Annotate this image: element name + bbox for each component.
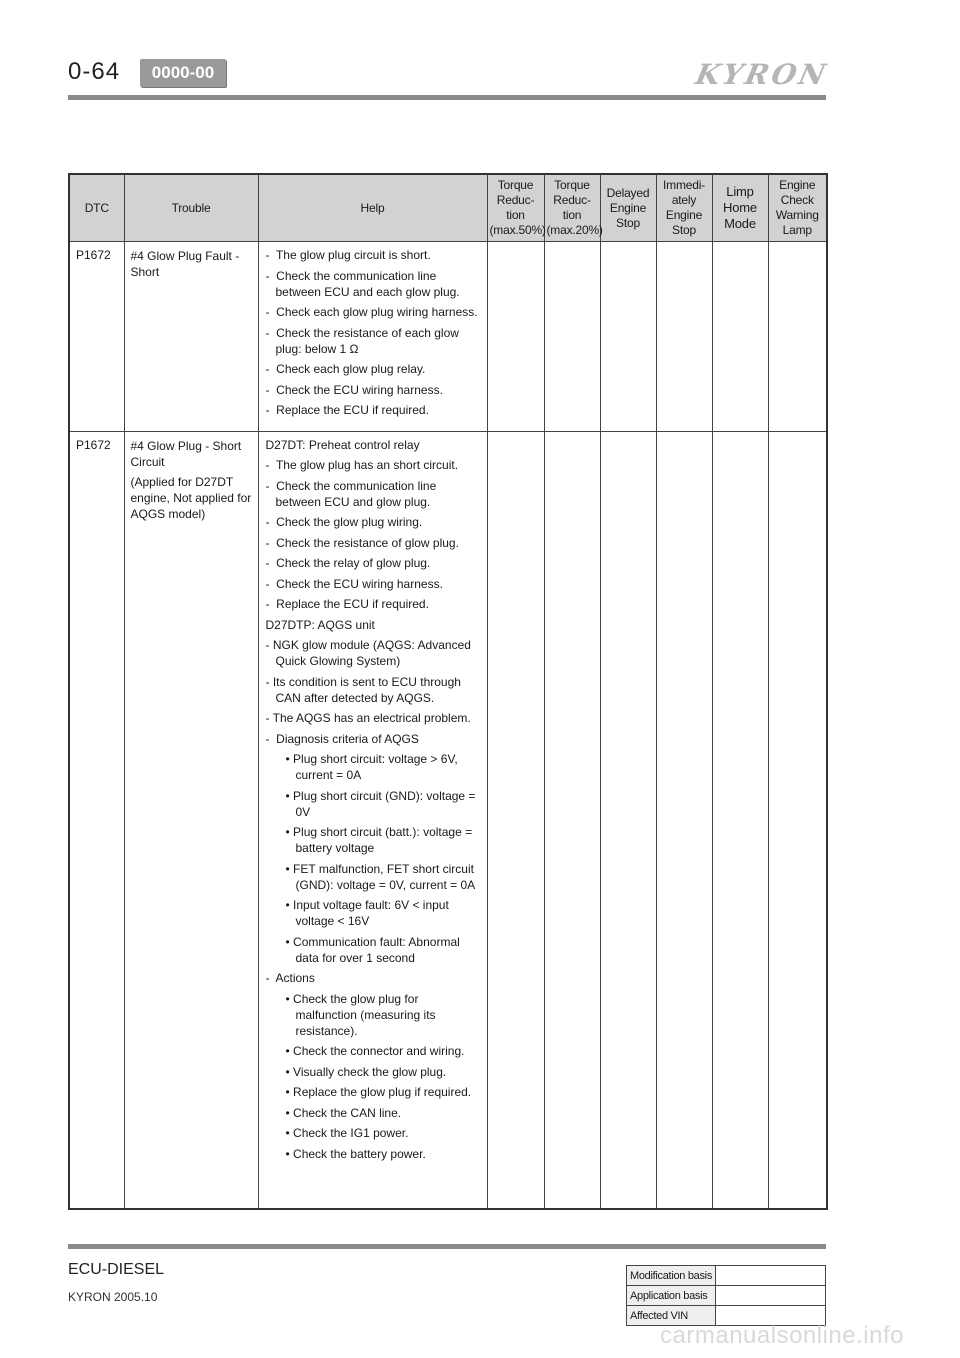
help-line: - The glow plug has an short circuit. [265, 458, 459, 472]
limp-home-cell [712, 431, 768, 1209]
delayed-stop-cell [600, 431, 656, 1209]
help-cell [258, 242, 487, 432]
help-line: • FET malfunction, FET short circuit (GND): voltage = 0V, current = 0A [285, 861, 478, 892]
help-line: - Replace the ECU if required. [265, 597, 429, 611]
column-header-torque-50 [487, 174, 544, 242]
help-line: • Input voltage fault: 6V < input voltage < 16V [285, 898, 453, 928]
help-line: • Check the connector and wiring. [285, 1044, 465, 1058]
modification-label: Affected VIN [627, 1306, 716, 1326]
modification-row [627, 1266, 826, 1286]
modification-row [627, 1286, 826, 1306]
warning-lamp-cell [768, 242, 827, 432]
column-header-immediate-stop [656, 174, 712, 242]
immediate-stop-cell [656, 242, 712, 432]
help-line: - Diagnosis criteria of AQGS [265, 731, 419, 746]
column-header-delayed-stop [600, 174, 656, 242]
page-number: 0-64 [68, 58, 121, 85]
column-header-label: Immedi- ately Engine Stop [663, 178, 705, 237]
help-line: • Visually check the glow plug. [285, 1064, 447, 1079]
column-header-trouble [124, 174, 258, 242]
help-line: D27DTP: AQGS unit [265, 617, 375, 632]
modification-table [626, 1265, 826, 1326]
column-header-label: Limp Home Mode [723, 184, 757, 231]
delayed-stop-cell [600, 242, 656, 432]
footer-title: ECU-DIESEL [68, 1261, 165, 1278]
help-line: • Check the glow plug for malfunction (measuring its resistance). [285, 991, 439, 1038]
column-header-label: Help [360, 200, 385, 215]
footer-subtitle: KYRON 2005.10 [68, 1290, 158, 1304]
trouble-cell [124, 431, 258, 1209]
dtc-table-body [69, 242, 827, 1210]
section-code-badge: 0000-00 [140, 59, 226, 87]
column-header-label: Trouble [171, 200, 211, 215]
column-header-label: Engine Check Warning Lamp [775, 178, 819, 237]
help-line: • Check the CAN line. [285, 1105, 402, 1120]
help-line: - Check the relay of glow plug. [265, 556, 431, 570]
column-header-warning-lamp [768, 174, 827, 242]
column-header-limp-home [712, 174, 768, 242]
help-line: - Check each glow plug wiring harness. [265, 305, 478, 319]
help-line: - Check the glow plug wiring. [265, 515, 423, 529]
help-line: - Check each glow plug relay. [265, 362, 426, 376]
help-line: • Check the IG1 power. [285, 1126, 409, 1140]
help-line: • Communication fault: Abnormal data for over 1 second [285, 934, 464, 965]
watermark: carmanualsonline.info [660, 1322, 904, 1349]
help-line: - Its condition is sent to ECU through CAN after detected by AQGS. [265, 674, 465, 705]
column-header-label: Torque Reduc- tion (max.50%) [489, 178, 546, 237]
dtc-code-cell: P1672 [69, 242, 124, 432]
column-header-dtc [69, 174, 124, 242]
dtc-code-cell: P1672 [69, 431, 124, 1209]
footer-divider [68, 1244, 826, 1249]
column-header-label: DTC [84, 200, 109, 215]
help-cell [258, 431, 487, 1209]
help-line: • Plug short circuit (batt.): voltage = battery voltage [285, 825, 476, 855]
column-header-label: Delayed Engine Stop [606, 185, 650, 230]
torque-20-cell [544, 242, 600, 432]
torque-50-cell [487, 431, 544, 1209]
table-header-row [69, 174, 827, 242]
header-divider [68, 95, 826, 100]
column-header-label: Torque Reduc- tion (max.20%) [546, 178, 603, 237]
dtc-table [68, 173, 828, 1210]
help-line: D27DT: Preheat control relay [265, 437, 420, 452]
help-line: - Check the communication line between ECU and each glow plug. [265, 268, 460, 299]
trouble-text: (Applied for D27DT engine, Not applied for AQGS model) [130, 474, 252, 521]
help-line: - Check the resistance of glow plug. [265, 535, 459, 550]
warning-lamp-cell [768, 431, 827, 1209]
modification-label: Application basis [627, 1286, 716, 1306]
modification-label: Modification basis [627, 1266, 716, 1286]
modification-value [716, 1266, 826, 1286]
torque-20-cell [544, 431, 600, 1209]
limp-home-cell [712, 242, 768, 432]
help-line: - NGK glow module (AQGS: Advanced Quick Glowing System) [265, 638, 475, 668]
table-row [69, 242, 827, 432]
help-line: - Check the ECU wiring harness. [265, 382, 443, 397]
immediate-stop-cell [656, 431, 712, 1209]
help-line: • Plug short circuit (GND): voltage = 0V [285, 788, 479, 819]
help-line: • Check the battery power. [285, 1146, 426, 1161]
help-line: - Replace the ECU if required. [265, 403, 429, 417]
help-line: - Actions [265, 971, 315, 985]
trouble-cell [124, 242, 258, 432]
modification-value [716, 1286, 826, 1306]
help-line: - Check the resistance of each glow plug: below 1 Ω [265, 325, 463, 356]
brand-logo: KYRON [692, 58, 832, 91]
torque-50-cell [487, 242, 544, 432]
column-header-help [258, 174, 487, 242]
trouble-text: #4 Glow Plug Fault - Short [130, 249, 240, 279]
table-row [69, 431, 827, 1209]
help-line: • Replace the glow plug if required. [285, 1085, 472, 1099]
help-line: - Check the communication line between ECU and glow plug. [265, 478, 440, 509]
help-line: - The AQGS has an electrical problem. [265, 711, 471, 725]
trouble-text: #4 Glow Plug - Short Circuit [130, 438, 242, 469]
help-line: - The glow plug circuit is short. [265, 248, 431, 262]
column-header-torque-20 [544, 174, 603, 242]
help-line: - Check the ECU wiring harness. [265, 576, 443, 591]
help-line: • Plug short circuit: voltage > 6V, current = 0A [285, 752, 462, 782]
